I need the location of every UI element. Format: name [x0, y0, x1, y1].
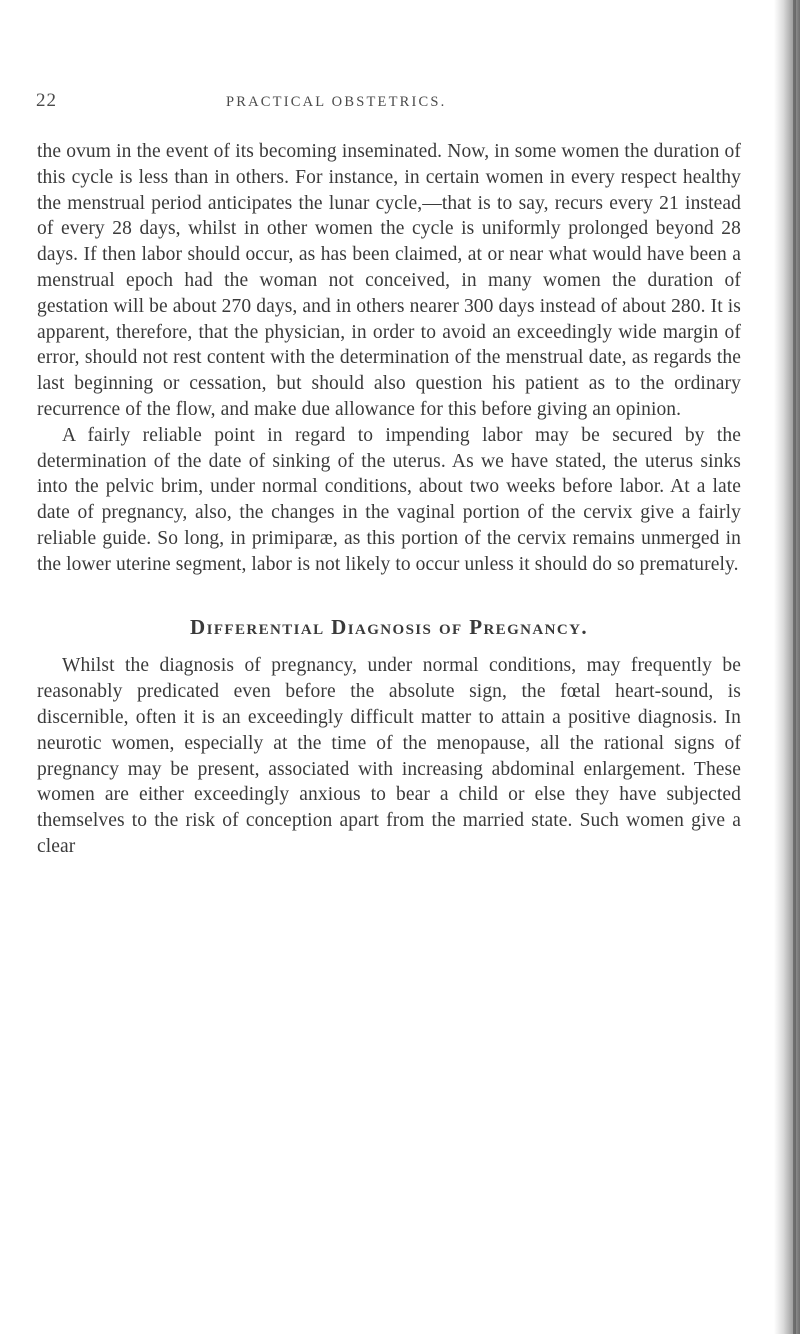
paragraph-continued: the ovum in the event of its becoming inseminated. Now, in some women the duration of this cycle is less than in others. For instance, in certain women in every respect healthy the menstrual period anticipates the lunar cycle,—that is to say, recurs every 21 instead of every 28 days, whilst in other women the cycle is uniformly prolonged beyond 28 days. If then labor should occur, as has been claimed, at or near what would have been a menstrual epoch had the woman not conceived, in many women the duration of gestation will be about 270 days, and in others nearer 300 days instead of about 280. It is apparent, therefore, that the physician, in order to avoid an exceedingly wide margin of error, should not rest content with the determination of the menstrual date, as regards the last beginning or cessation, but should also question his patient as to the ordinary recurrence of the flow, and make due allowance for this before giving an opinion.: [37, 141, 741, 420]
page-number: 22: [36, 90, 57, 111]
page-header: [36, 90, 742, 112]
section-paragraph: Whilst the diagnosis of pregnancy, under normal conditions, may frequently be reasonably predicated even before the absolute sign, the fœtal heart-sound, is discernible, often it is an exceedingly difficult matter to attain a positive diagnosis. In neurotic women, especially at the time of the menopause, all the rational signs of pregnancy may be present, associated with increasing abdominal enlargement. These women are either exceedingly anxious to bear a child or else they have subjected themselves to the risk of conception apart from the married state. Such women give a clear: [37, 655, 741, 857]
page-edge-shadow: [774, 0, 800, 1334]
running-head: PRACTICAL OBSTETRICS.: [226, 94, 447, 110]
paragraph: A fairly reliable point in regard to impending labor may be secured by the determination of the date of sinking of the uterus. As we have stated, the uterus sinks into the pelvic brim, under normal conditions, about two weeks before labor. At a late date of pregnancy, also, the changes in the vaginal portion of the cervix give a fairly reliable guide. So long, in primiparæ, as this portion of the cervix remains unmerged in the lower uterine segment, labor is not likely to occur unless it should do so prematurely.: [37, 424, 741, 575]
section-heading: Differential Diagnosis of Pregnancy.: [190, 614, 588, 639]
page-edge-stripe: [793, 0, 796, 1334]
body-text: [37, 139, 741, 860]
